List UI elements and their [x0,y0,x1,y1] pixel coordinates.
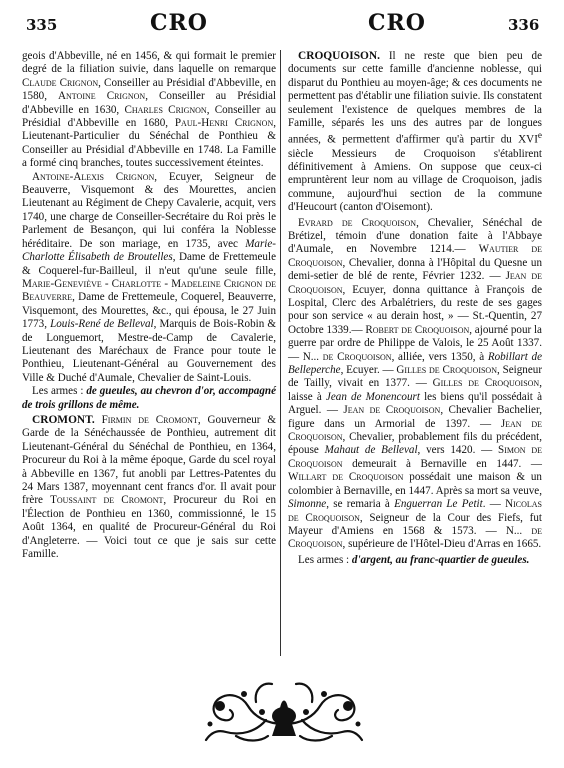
left-column [22,50,276,561]
right-column [288,50,542,567]
antoine-alexis-paragraph: Antoine-Alexis Crignon, Ecuyer, Seigneur de Beauverre, Visquemont & des Mourettes, ancien Lieutenant au Régiment de Chepy Cavalerie, acquit, vers 1740, une charge de Conseiller-Secrétaire du Roi près le Parlement de Besançon, qui lui conféra la Noblesse héréditaire. De son mariage, en 1735, avec Marie-Charlotte Élisabeth de Broutelles, Dame de Frettemeule & Coquerel-fur-Bailleul, il n'eut qu'une seule fille, Marie-Geneviève - Charlotte - Madeleine Crignon de Beauverre, Dame de Frettemeule, Coquerel, Beauverre, Visquemont, des Mourettes, &c., qui épousa, le 27 Juin 1773, Louis-René de Belleval, Marquis de Bois-Robin & de Longuemort, Mestre-de-Camp de Cavalerie, Lieutenant des Maréchaux de France pour toute le Ponthieu, Lieutenant-Général au Gouvernement des Ville & Duché d'Aumale, Chevalier de Saint-Louis. [22,170,277,384]
crignon-arms: Les armes : de gueules, au chevron d'or, accompagné de trois grillons de même. [22,385,276,411]
vignette-ornament-svg [196,676,372,746]
right-running-head: CRO [368,10,426,36]
left-page-number: 335 [26,16,58,34]
cromont-entry: CROMONT. Firmin de Cromont, Gouverneur & Garde de la Sénéchaussée de Ponthieu, autrement dit Lieutenant-Général du Sénéchal de Ponthieu, en 1364, Procureur du Roi à la même époque, Garde du scel royal à Abbeville en 1367, fut anobli par Lettres-Patentes du 24 Mars 1387, moyennant cent francs d'or. Il avait pour frère Toussaint de Cromont, Procureur du Roi en l'Élection de Ponthieu en 1360, commissionné, le 15 Août 1364, en qualité de Procureur-Général du Roi d'Angleterre. — Voici tout ce que je sais sur cette Famille. [22,413,276,561]
left-running-head: CRO [150,10,208,36]
crignon-filiation-paragraph: geois d'Abbeville, né en 1456, & qui formait le premier degré de la filiation suivie, dans laquelle on remarque Claude Crignon, Conseiller au Présidial d'Abbeville, en 1580, Antoine Crignon, Conseiller au Présidial d'Abbeville en 1630, Charles Crignon, Conseiller au Présidial d'Abbeville en 1680, Paul-Henri Crignon, Lieutenant-Particulier du Sénéchal de Ponthieu & Conseiller au Présidial d'Abbeville en 1748. La Famille a formé cinq branches, toutes successivement éteintes. [22,50,277,170]
croquoison-members-paragraph: Evrard de Croquoison, Chevalier, Sénéchal de Brétizel, témoin d'une donation faite à l'Abbaye d'Aumale, en Novembre 1214.— Wautier de Croquoison, Chevalier, donna à l'Hôpital du Quesne un demi-setier de blé de rente, Février 1232. — Jean de Croquoison, Ecuyer, donna quittance à François de Lospital, Clerc des Arbalétriers, du reste de ses gages pour son service « au derain host, » — St.-Quentin, 27 Octobre 1339.— Robert de Croquoison, ajourné pour la guerre par ordre de Philippe de Valois, le 25 Août 1337. — N... de Croquoison, alliée, vers 1350, à Robillart de Belleperche, Ecuyer. — Gilles de Croquoison, Seigneur de Tailly, vivait en 1377. — Gilles de Croquoison, laisse à Jean de Monencourt les biens qu'il possédait à Arguel. — Jean de Croquoison, Chevalier Bachelier, figure dans un Armorial de 1397. — Jean de Croquoison, Chevalier, probablement fils du précédent, épouse Mahaut de Belleval, vers 1420. — Simon de Croquoison demeurait à Bernaville en 1447. — Willart de Croquoison possédait une maison & un colombier à Bernaville, en 1447. Après sa mort sa veuve, Simonne, se remaria à Enguerran Le Petit. — Nicolas de Croquoison, Seigneur de la Cour des Fiefs, fut Mayeur d'Amiens en 1568 & 1573. — N... de Croquoison, supérieure de l'Hôtel-Dieu d'Arras en 1665. [288,216,543,551]
right-page-number: 336 [508,16,540,34]
page-header [0,6,564,46]
croquoison-arms: Les armes : d'argent, au franc-quartier de gueules. [298,553,530,566]
column-divider [280,50,281,656]
foliate-vignette-icon [196,676,372,746]
croquoison-entry: CROQUOISON. Il ne reste que bien peu de documents sur cette famille d'ancienne noblesse, qui disparut du Ponthieu au moyen-âge; & ces documents ne permettent pas d'établir une filiation suivie. Ils constatent seulement l'existence de quelques membres de la Famille, séparés les uns des autres par de longues années, & permettent d'affirmer qu'à partir du XVIe siècle Messieurs de Croquoison s'établirent définitivement à Amiens. On suppose que ceux-ci empruntèrent leur nom au village de Croquoison, jadis commune, aujourd'hui section de la commune d'Heucourt (canton d'Oisemont). [288,50,543,214]
